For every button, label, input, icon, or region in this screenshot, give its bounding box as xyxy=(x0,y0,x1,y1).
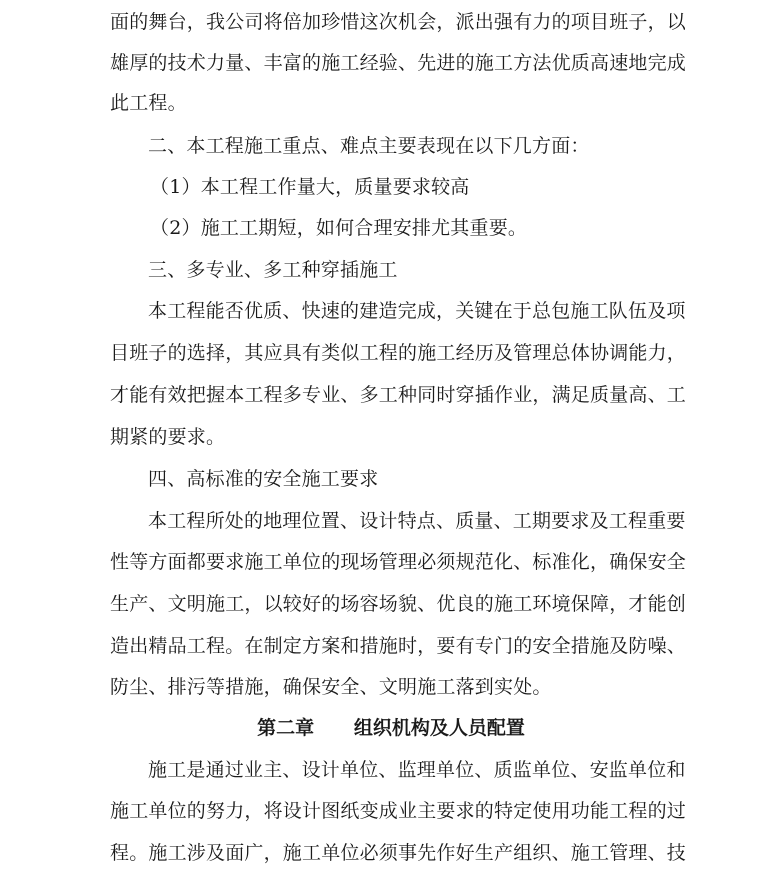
paragraph-line: 施工是通过业主、设计单位、监理单位、质监单位、安监单位和 xyxy=(148,759,686,781)
section-heading: 三、多专业、多工种穿插施工 xyxy=(148,259,398,281)
section-heading: 四、高标准的安全施工要求 xyxy=(148,468,379,490)
paragraph-line: 性等方面都要求施工单位的现场管理必须规范化、标准化，确保安全 xyxy=(110,551,687,573)
paragraph-line: 面的舞台，我公司将倍加珍惜这次机会，派出强有力的项目班子，以 xyxy=(110,11,687,33)
paragraph-line: 施工单位的努力，将设计图纸变成业主要求的特定使用功能工程的过 xyxy=(110,800,687,822)
paragraph-line: 本工程能否优质、快速的建造完成，关键在于总包施工队伍及项 xyxy=(148,300,686,322)
paragraph-line: 造出精品工程。在制定方案和措施时，要有专门的安全措施及防噪、 xyxy=(110,635,687,657)
paragraph-line: 目班子的选择，其应具有类似工程的施工经历及管理总体协调能力， xyxy=(110,342,687,364)
paragraph-line: 此工程。 xyxy=(110,92,187,114)
list-item: （1）本工程工作量大，质量要求较高 xyxy=(150,176,470,198)
paragraph-line: 才能有效把握本工程多专业、多工种同时穿插作业，满足质量高、工 xyxy=(110,384,687,406)
paragraph-line: 防尘、排污等措施，确保安全、文明施工落到实处。 xyxy=(110,676,552,698)
paragraph-line: 雄厚的技术力量、丰富的施工经验、先进的施工方法优质高速地完成 xyxy=(110,52,687,74)
paragraph-line: 本工程所处的地理位置、设计特点、质量、工期要求及工程重要 xyxy=(148,510,686,532)
paragraph-line: 生产、文明施工，以较好的场容场貌、优良的施工环境保障，才能创 xyxy=(110,593,687,615)
paragraph-line: 程。施工涉及面广，施工单位必须事先作好生产组织、施工管理、技 xyxy=(110,842,687,864)
paragraph-line: 期紧的要求。 xyxy=(110,426,226,448)
chapter-title: 第二章 组织机构及人员配置 xyxy=(257,717,525,739)
section-heading: 二、本工程施工重点、难点主要表现在以下几方面： xyxy=(148,135,590,157)
list-item: （2）施工工期短，如何合理安排尤其重要。 xyxy=(150,217,528,239)
